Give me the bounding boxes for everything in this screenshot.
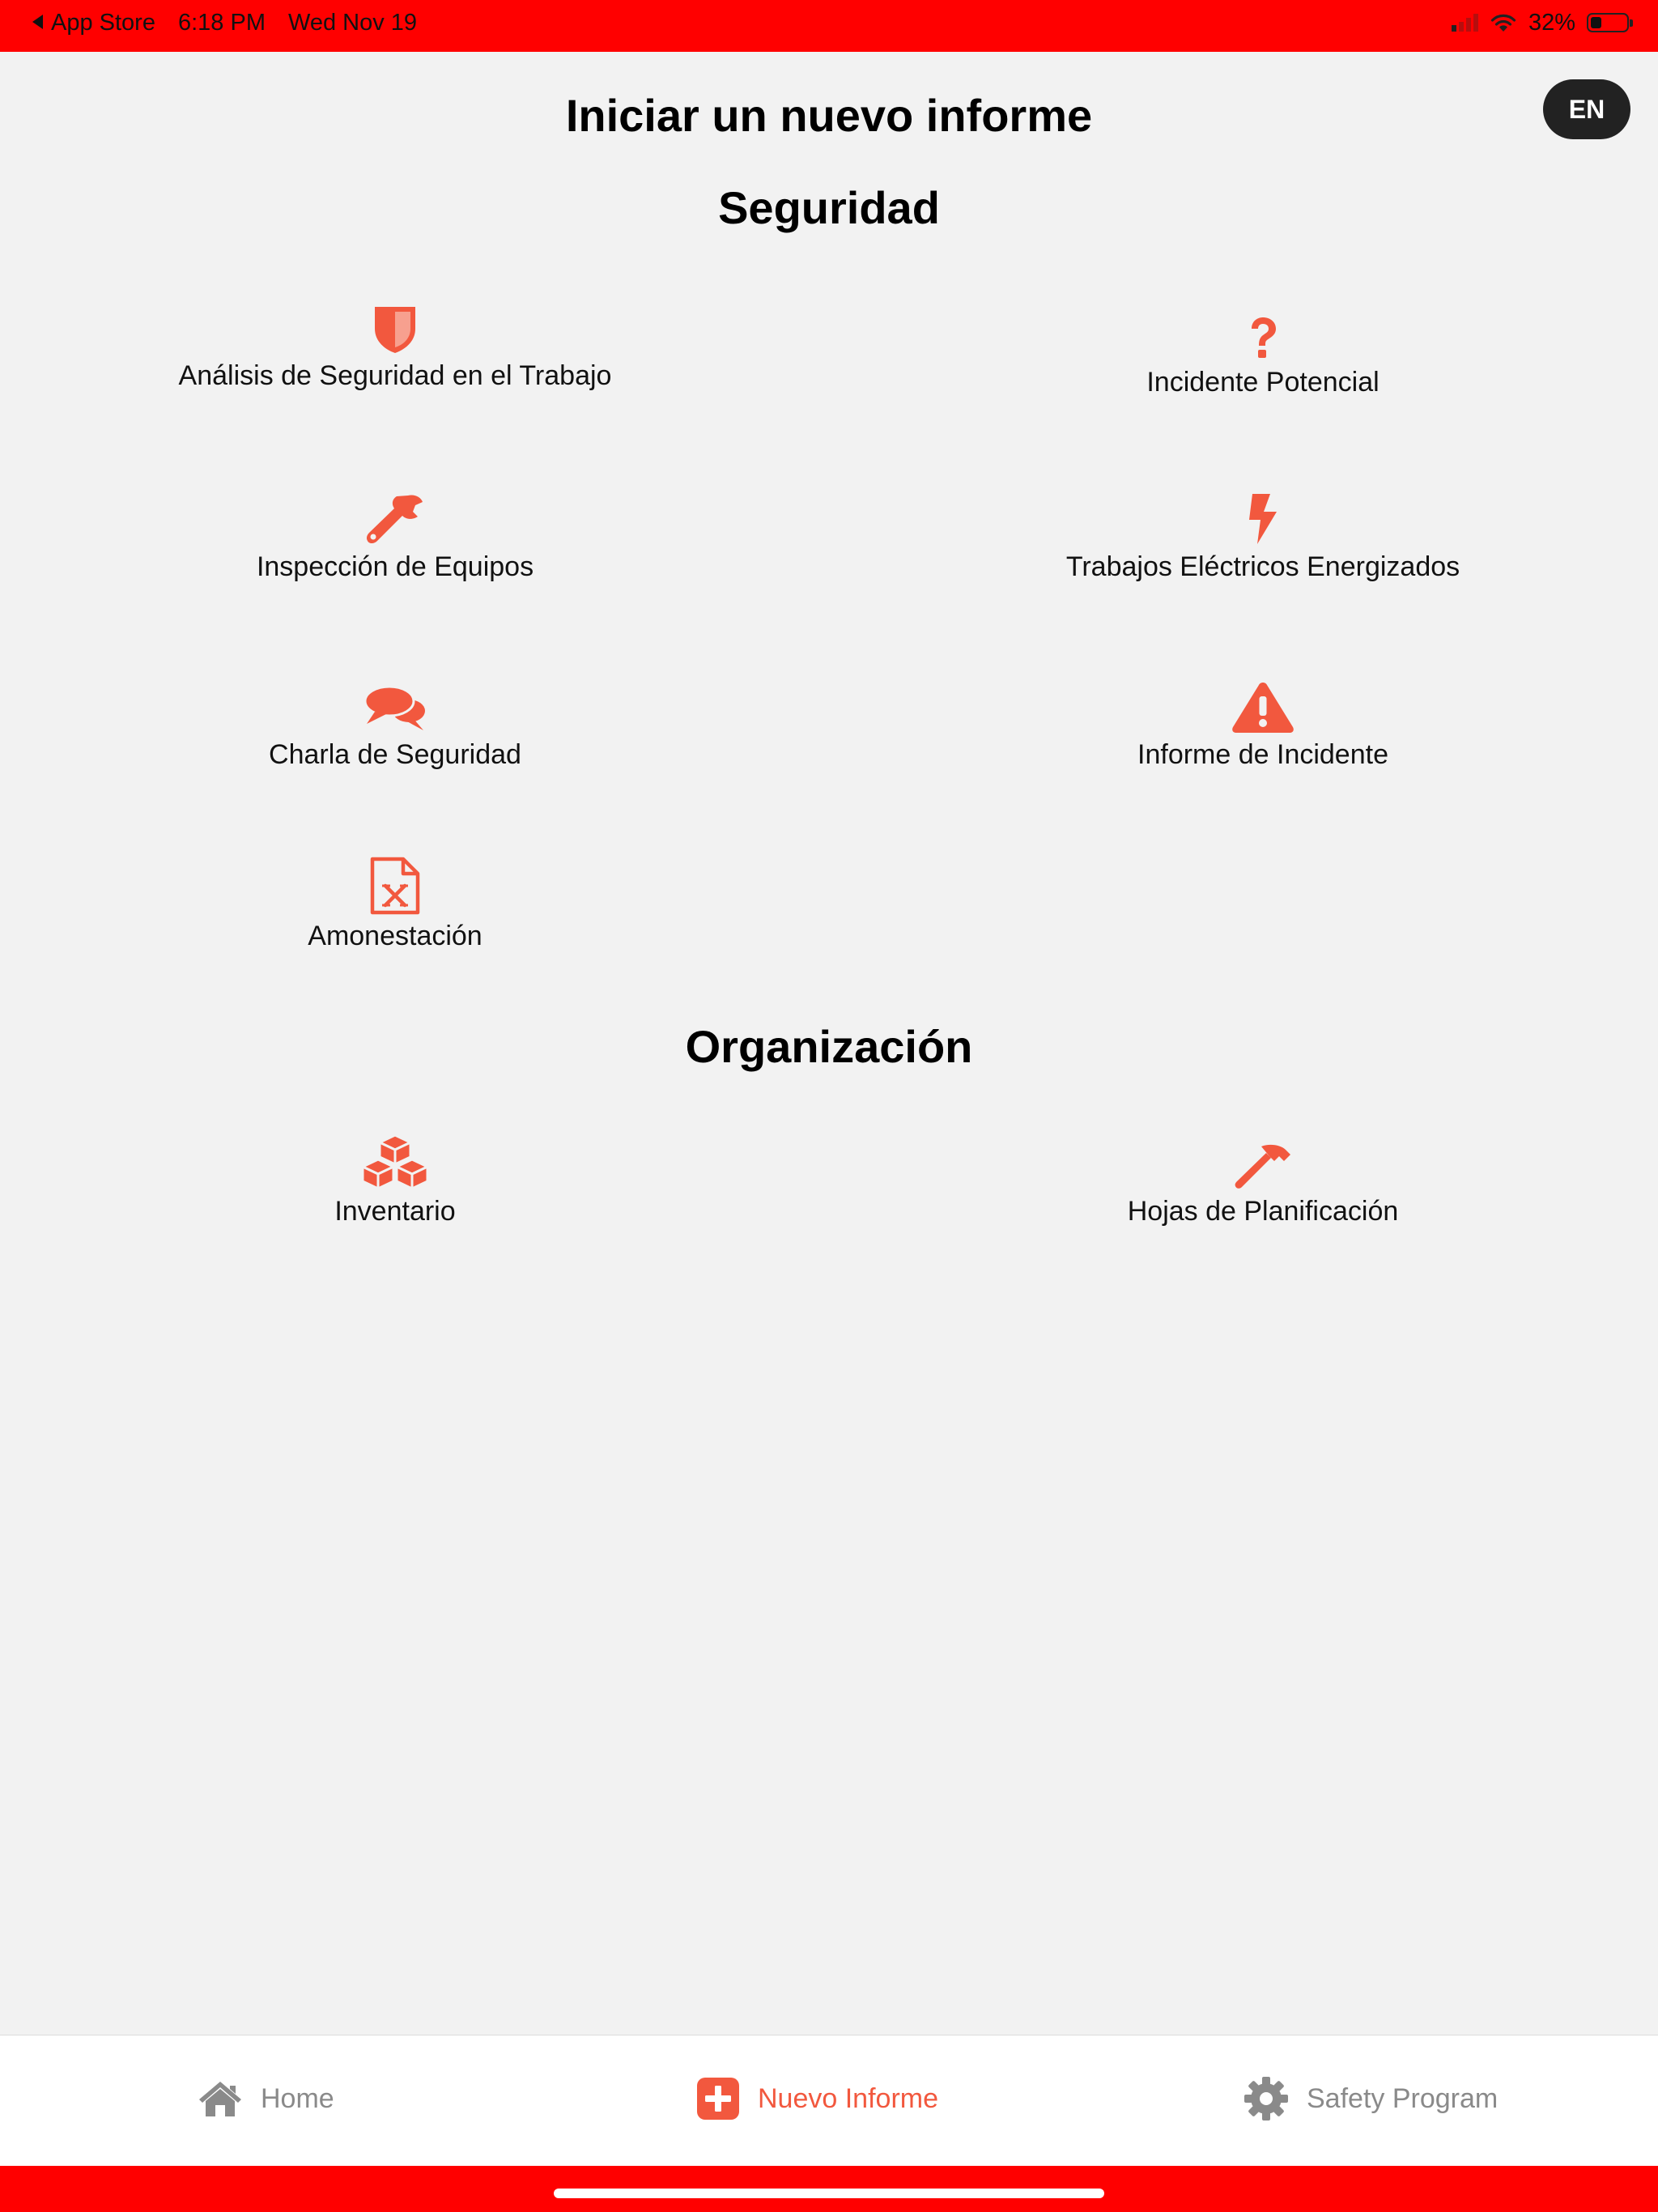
tile-label: Inventario (334, 1196, 456, 1227)
tab-new-report[interactable] (696, 2074, 938, 2123)
back-caret-icon (32, 15, 43, 29)
battery-percent: 32% (1528, 10, 1575, 36)
report-tile-reprimand[interactable] (71, 863, 719, 954)
page-title: Iniciar un nuevo informe (565, 90, 1093, 141)
lightning-bolt-icon (1246, 494, 1280, 546)
tab-label: Nuevo Informe (758, 2082, 938, 2114)
report-tile-inventory[interactable] (71, 1138, 719, 1229)
status-time: 6:18 PM (177, 10, 266, 36)
warning-triangle-icon (1231, 682, 1295, 734)
back-app-label: App Store (51, 10, 155, 36)
chat-bubbles-icon (363, 682, 427, 734)
tile-label: Incidente Potencial (1146, 367, 1380, 398)
home-indicator[interactable] (554, 2189, 1104, 2198)
tile-label: Charla de Seguridad (269, 739, 521, 770)
tile-label: Inspección de Equipos (256, 551, 534, 582)
tile-label: Trabajos Eléctricos Energizados (1065, 551, 1460, 582)
section-title-seguridad: Seguridad (718, 182, 940, 233)
tile-label: Amonestación (308, 921, 483, 951)
tile-label: Informe de Incidente (1137, 739, 1388, 770)
status-bar (0, 0, 1658, 52)
report-tile-equipment-inspection[interactable] (71, 494, 719, 585)
wifi-icon (1490, 12, 1517, 33)
tile-label: Hojas de Planificación (1127, 1196, 1399, 1227)
hammer-icon (1234, 1138, 1292, 1190)
tile-label: Análisis de Seguridad en el Trabajo (178, 360, 612, 391)
report-tile-safety-talk[interactable] (71, 682, 719, 772)
status-date: Wed Nov 19 (287, 10, 418, 36)
home-icon (198, 2079, 243, 2118)
shield-icon (372, 303, 418, 355)
excel-file-icon (369, 863, 421, 915)
plus-square-icon (696, 2077, 740, 2121)
report-tile-job-safety-analysis[interactable] (71, 303, 719, 393)
tab-safety-program[interactable] (1244, 2074, 1498, 2123)
language-toggle-button[interactable]: EN (1543, 79, 1630, 139)
tab-label: Home (261, 2082, 334, 2114)
status-right (1452, 8, 1629, 37)
cubes-icon (357, 1138, 433, 1190)
gear-icon (1244, 2076, 1289, 2121)
section-title-organizacion: Organización (685, 1021, 973, 1072)
wrench-icon (366, 494, 424, 546)
tab-home[interactable] (198, 2074, 334, 2123)
battery-icon (1587, 13, 1629, 32)
status-left (32, 8, 417, 37)
back-to-app-link[interactable] (32, 8, 155, 37)
battery-fill (1591, 17, 1601, 28)
report-tile-incident-report[interactable] (939, 682, 1587, 772)
tab-label: Safety Program (1307, 2082, 1499, 2114)
question-mark-icon (1245, 309, 1281, 361)
report-tile-energized-electrical-work[interactable] (939, 494, 1587, 585)
report-tile-potential-incident[interactable] (939, 309, 1587, 400)
tab-bar (0, 2035, 1658, 2166)
report-tile-planning-sheets[interactable] (939, 1138, 1587, 1229)
cellular-signal-icon (1452, 14, 1478, 32)
